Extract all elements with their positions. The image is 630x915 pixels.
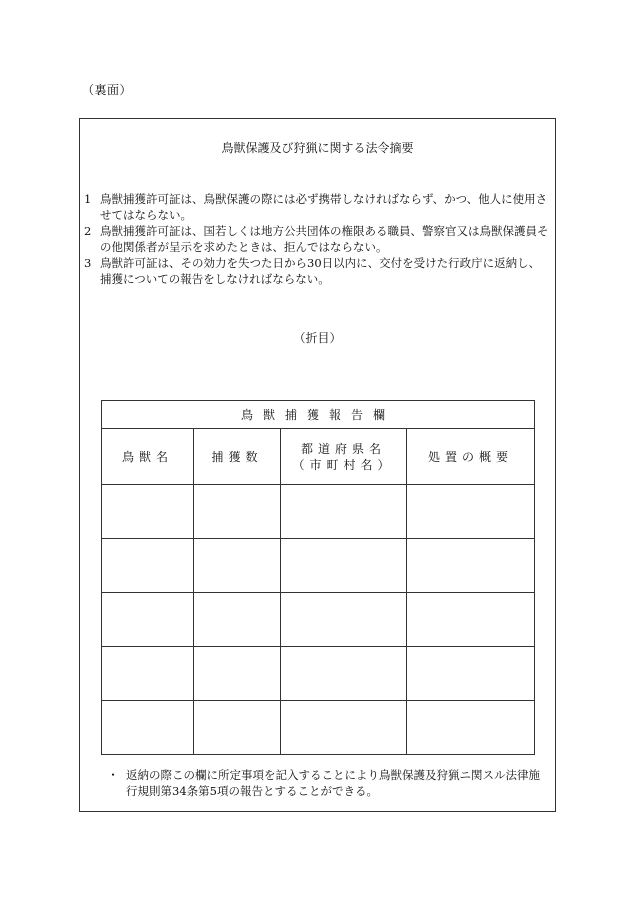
column-header-prefecture xyxy=(281,429,407,485)
note-bullet: ・ xyxy=(107,768,119,782)
cell-species[interactable] xyxy=(102,485,194,539)
summary-item-number: 1 xyxy=(84,192,92,206)
capture-report-table xyxy=(101,400,535,755)
summary-item xyxy=(84,255,549,287)
cell-disposal[interactable] xyxy=(407,593,535,647)
summary-item-text: 鳥獣捕獲許可証は、国若しくは地方公共団体の権限ある職員、警察官又は鳥獣保護員その他関係者が呈示を求めたときは、拒んではならない。 xyxy=(100,224,549,254)
column-header-disposal: 処置の概要 xyxy=(407,429,535,485)
cell-count[interactable] xyxy=(194,701,281,755)
cell-species[interactable] xyxy=(102,647,194,701)
table-row xyxy=(102,701,535,755)
return-note xyxy=(100,767,545,799)
cell-species[interactable] xyxy=(102,539,194,593)
cell-disposal[interactable] xyxy=(407,647,535,701)
cell-count[interactable] xyxy=(194,593,281,647)
prefecture-header-line: 都道府県名 xyxy=(300,441,386,456)
table-row xyxy=(102,593,535,647)
cell-count[interactable] xyxy=(194,485,281,539)
cell-species[interactable] xyxy=(102,701,194,755)
summary-item-number: 3 xyxy=(84,256,92,270)
summary-item xyxy=(84,223,549,255)
column-header-species: 鳥獣名 xyxy=(102,429,194,485)
cell-count[interactable] xyxy=(194,539,281,593)
cell-disposal[interactable] xyxy=(407,701,535,755)
cell-count[interactable] xyxy=(194,647,281,701)
back-side-label: （裏面） xyxy=(82,83,133,97)
cell-prefecture[interactable] xyxy=(281,485,407,539)
municipality-header-line: （市町村名） xyxy=(292,457,395,472)
summary-item-text: 鳥獣許可証は、その効力を失つた日から30日以内に、交付を受けた行政庁に返納し、捕獲についての報告をしなければならない。 xyxy=(100,256,541,286)
fold-line-label: （折目） xyxy=(293,331,342,345)
law-summary-list xyxy=(84,191,549,287)
cell-prefecture[interactable] xyxy=(281,593,407,647)
table-row xyxy=(102,539,535,593)
document-title: 鳥獣保護及び狩猟に関する法令摘要 xyxy=(221,141,414,155)
summary-item-text: 鳥獣捕獲許可証は、鳥獣保護の際には必ず携帯しなければならず、かつ、他人に使用させてはならない。 xyxy=(100,192,548,222)
table-row xyxy=(102,485,535,539)
column-header-count: 捕獲数 xyxy=(194,429,281,485)
cell-disposal[interactable] xyxy=(407,485,535,539)
cell-species[interactable] xyxy=(102,593,194,647)
summary-item-number: 2 xyxy=(84,224,92,238)
table-row xyxy=(102,647,535,701)
document-frame xyxy=(79,118,556,812)
summary-item xyxy=(84,191,549,223)
cell-disposal[interactable] xyxy=(407,539,535,593)
note-text: 返納の際この欄に所定事項を記入することにより鳥獣保護及狩猟ニ関スル法律施行規則第34条第5項の報告とすることができる。 xyxy=(126,768,540,798)
cell-prefecture[interactable] xyxy=(281,539,407,593)
report-table-caption: 鳥獣捕獲報告欄 xyxy=(102,401,535,429)
cell-prefecture[interactable] xyxy=(281,701,407,755)
cell-prefecture[interactable] xyxy=(281,647,407,701)
